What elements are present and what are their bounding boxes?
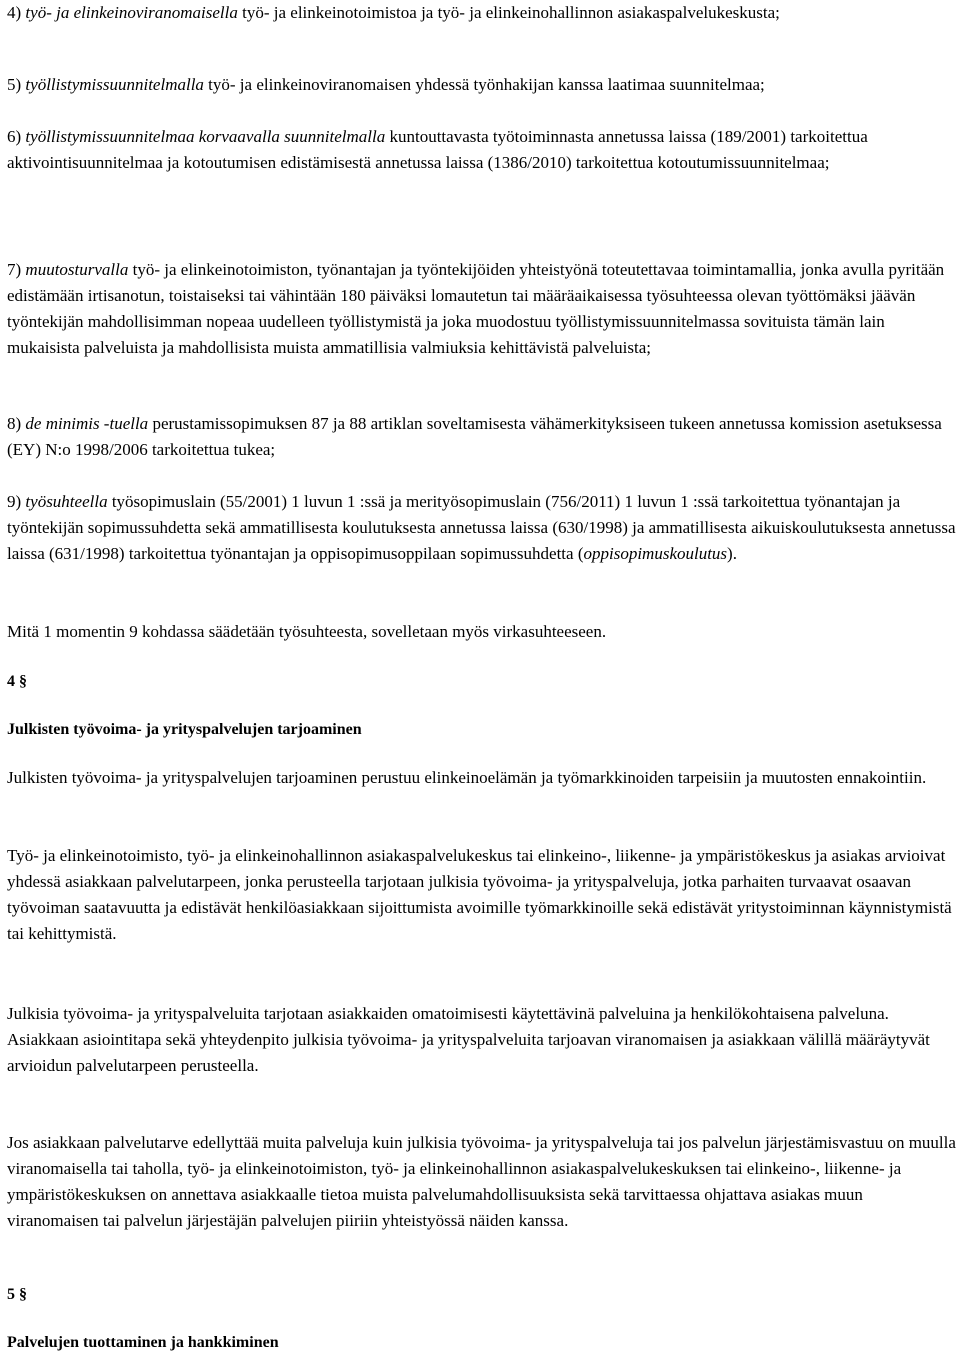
section-4-title: Julkisten työvoima- ja yrityspalvelujen tarjoaminen xyxy=(7,721,362,738)
section-4-number: 4 § xyxy=(7,673,27,690)
defined-term: työsuhteella xyxy=(25,492,108,511)
defined-term: työllistymissuunnitelmaa korvaavalla suunnitelmalla xyxy=(25,127,386,146)
section-4-paragraph-4: Jos asiakkaan palvelutarve edellyttää muita palveluja kuin julkisia työvoima- ja yrityspalveluja tai jos palvelun järjestämisvastuu on muulla viranomaisella tai taholla, työ- ja elinkeinotoimiston, työ- ja elinkeinohallinnon asiakaspalvelukeskuksen tai elinkeino-, liikenne- ja ympäristökeskuksen on annettava asiakkaalle tietoa muista palvelumahdollisuuksista sekä tarvittaessa ohjattava asiakas muun viranomaisen tai palvelun järjestäjän palvelujen piiriin yhteistyössä näiden kanssa. xyxy=(7,1133,956,1230)
definition-item-9: 9) työsuhteella työsopimuslain (55/2001) 1 luvun 1 :ssä ja merityösopimuslain (756/2011) 1 luvun 1 :ssä tarkoitettua työnantajan ja työntekijän sopimussuhdetta sekä ammatillisesta koulutuksesta annetussa laissa (630/1998) ja ammatillisesta aikuiskoulutuksesta annetussa laissa (631/1998) tarkoitettua työnantajan ja oppisopimusoppilaan sopimussuhdetta (oppisopimuskoulutus). xyxy=(7,492,956,563)
definition-item-7: 7) muutosturvalla työ- ja elinkeinotoimiston, työnantajan ja työntekijöiden yhteistyönä toteutettavaa toimintamallia, jonka avulla pyritään edistämään irtisanotun, toistaiseksi tai vähintään 180 päiväksi lomautetun tai määräaikaisessa työsuhteessa olevan työttömäksi jäävän työntekijän mahdollisimman nopeaa uudelleen työllistymistä ja joka muodostuu työllistymissuunnitelmassa sovituista tämän lain mukaisista palveluista ja mahdollisista muista ammatillisia valmiuksia kehittävistä palveluista; xyxy=(7,260,945,357)
defined-term: muutosturvalla xyxy=(25,260,129,279)
section-5-title: Palvelujen tuottaminen ja hankkiminen xyxy=(7,1334,279,1351)
definition-item-5: 5) työllistymissuunnitelmalla työ- ja elinkeinoviranomaisen yhdessä työnhakijan kanssa laatimaa suunnitelmaa; xyxy=(7,75,765,94)
section-4-paragraph-2: Työ- ja elinkeinotoimisto, työ- ja elinkeinohallinnon asiakaspalvelukeskus tai elinkeino-, liikenne- ja ympäristökeskus ja asiakas arvioivat yhdessä asiakkaan palvelutarpeen, jonka perusteella tarjotaan julkisia työvoima- ja yrityspalveluja, jotka parhaiten turvaavat osaavan työvoiman saatavuutta ja edistävät henkilöasiakkaan sijoittumista avoimille työmarkkinoille sekä edistävät yritystoiminnan käynnistymistä tai kehittymistä. xyxy=(7,846,952,943)
definition-item-4: 4) työ- ja elinkeinoviranomaisella työ- ja elinkeinotoimistoa ja työ- ja elinkeinohallinnon asiakaspalvelukeskusta; xyxy=(7,3,780,22)
section-4-paragraph-3: Julkisia työvoima- ja yrityspalveluita tarjotaan asiakkaiden omatoimisesti käytettävinä palveluina ja henkilökohtaisena palveluna. Asiakkaan asiointitapa sekä yhteydenpito julkisia työvoima- ja yrityspalveluita tarjoavan viranomaisen ja asiakkaan välillä määräytyvät arvioidun palvelutarpeen perusteella. xyxy=(7,1004,930,1075)
definition-item-6: 6) työllistymissuunnitelmaa korvaavalla suunnitelmalla kuntouttavasta työtoiminnasta annetussa laissa (189/2001) tarkoitettua aktivointisuunnitelmaa ja kotoutumisen edistämisestä annetussa laissa (1386/2010) tarkoitettua kotoutumissuunnitelmaa; xyxy=(7,127,868,172)
definition-item-8: 8) de minimis -tuella perustamissopimuksen 87 ja 88 artiklan soveltamisesta vähämerkityksiseen tukeen annetussa komission asetuksessa (EY) N:o 1998/2006 tarkoitettua tukea; xyxy=(7,414,942,459)
section-sign-icon: § xyxy=(19,673,27,690)
defined-term: työ- ja elinkeinoviranomaisella xyxy=(25,3,238,22)
section-4-paragraph-1: Julkisten työvoima- ja yrityspalvelujen tarjoaminen perustuu elinkeinoelämän ja työmarkkinoiden tarpeisiin ja muutosten ennakointiin. xyxy=(7,768,927,787)
defined-term: työllistymissuunnitelmalla xyxy=(25,75,204,94)
defined-term-secondary: oppisopimuskoulutus xyxy=(583,544,728,563)
item9-note-paragraph: Mitä 1 momentin 9 kohdassa säädetään työsuhteesta, sovelletaan myös virkasuhteeseen. xyxy=(7,622,607,641)
section-5-number: 5 § xyxy=(7,1286,27,1303)
section-sign-icon: § xyxy=(19,1286,27,1303)
defined-term: de minimis -tuella xyxy=(25,414,149,433)
